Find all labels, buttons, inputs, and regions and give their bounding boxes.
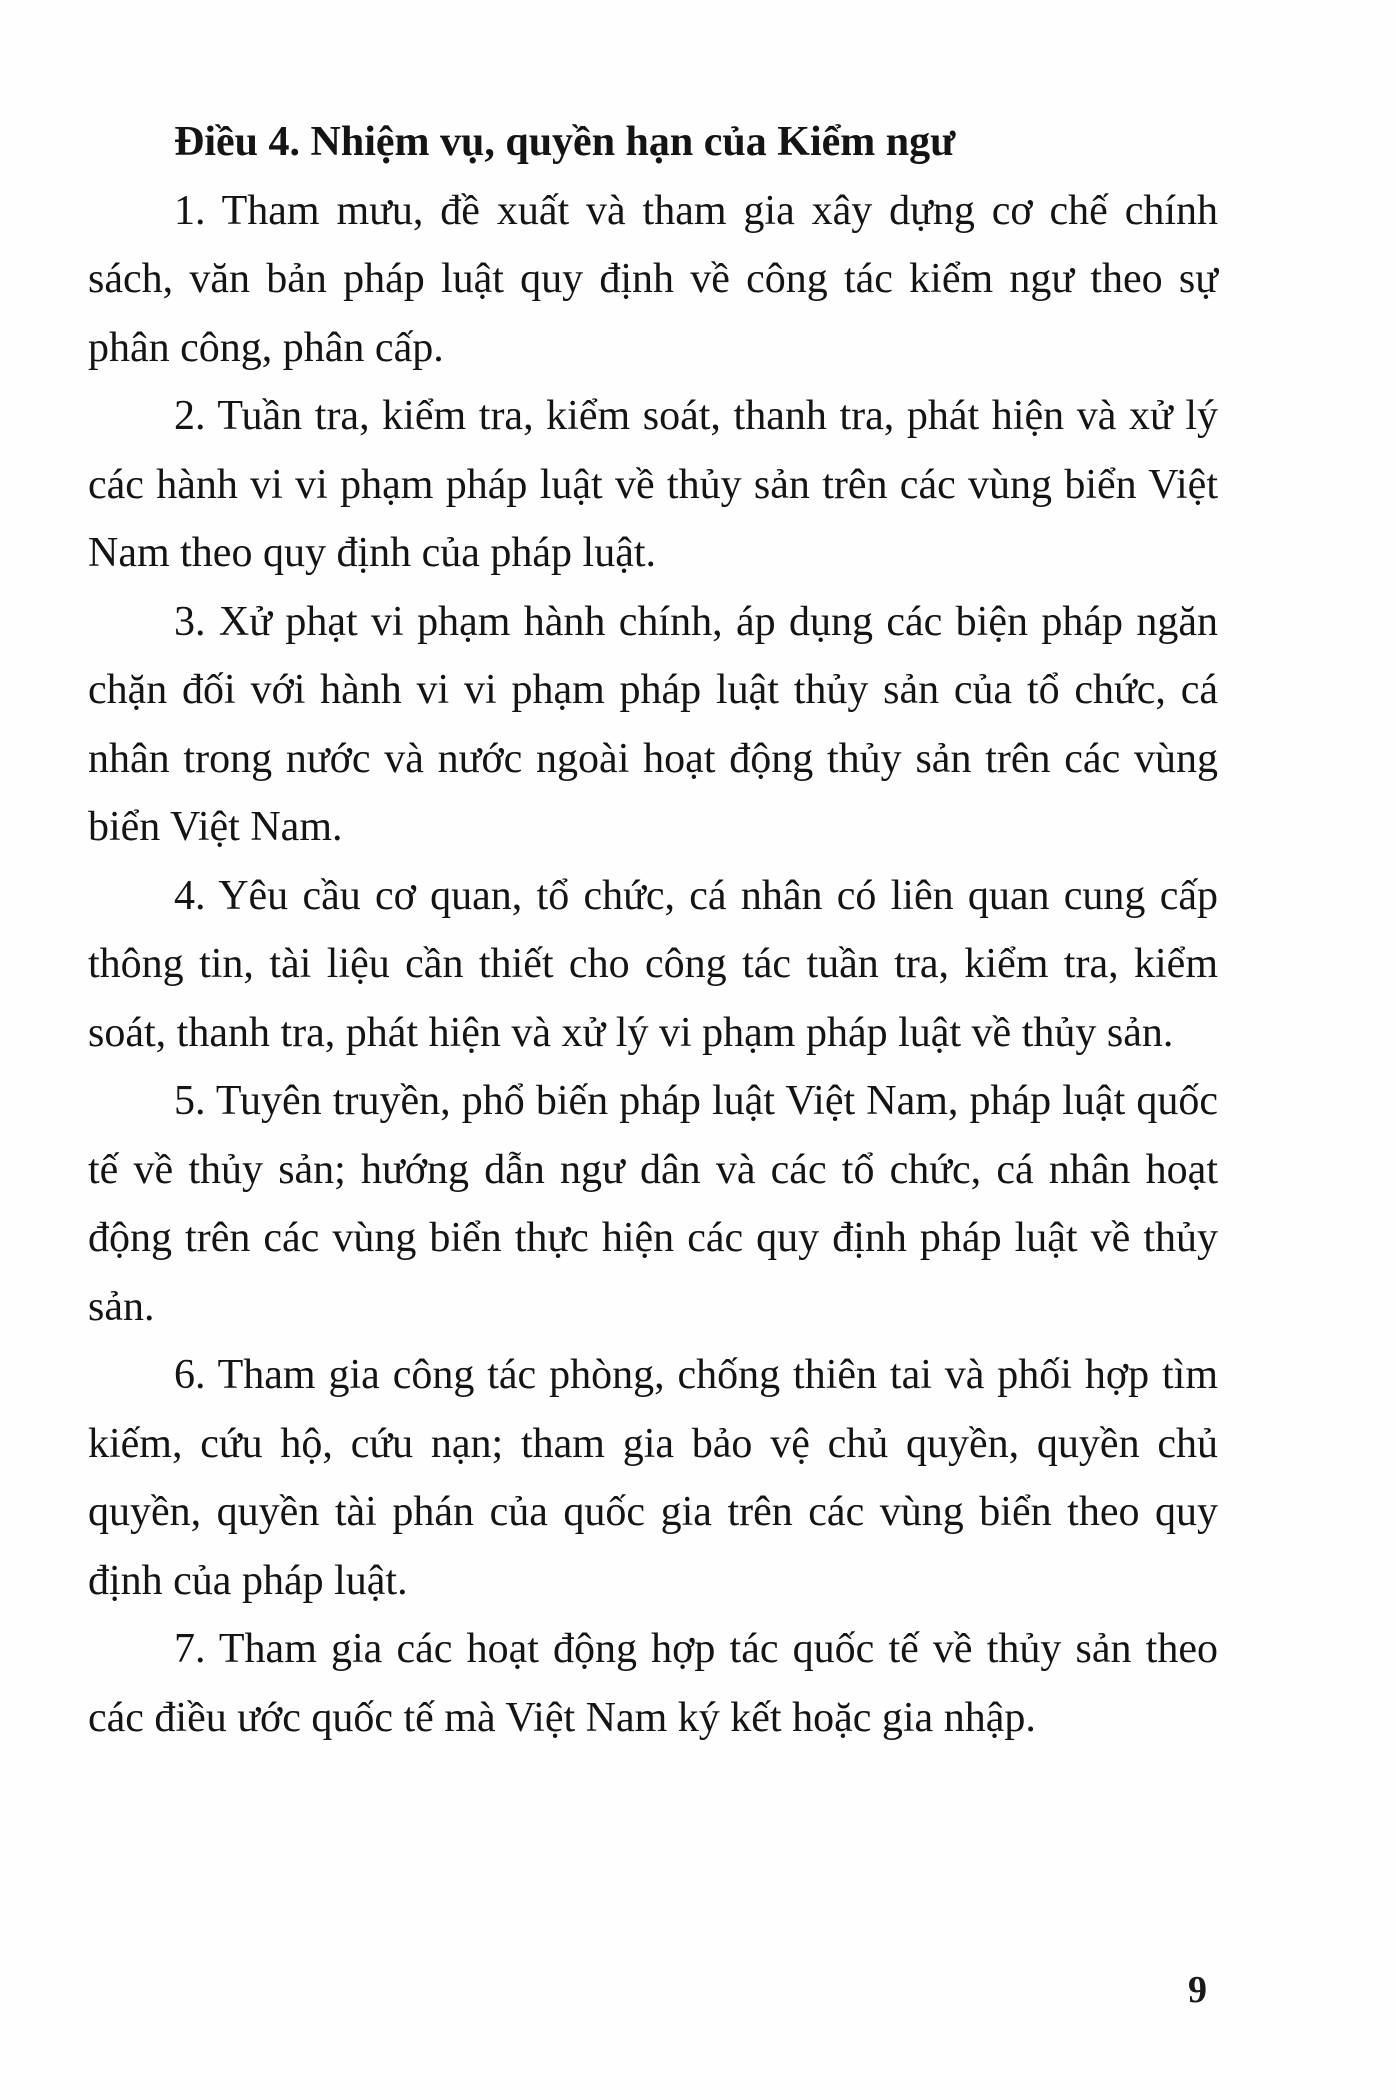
paragraph-3: 3. Xử phạt vi phạm hành chính, áp dụng các biện pháp ngăn chặn đối với hành vi vi phạm pháp luật thủy sản của tổ chức, cá nhân trong nước và nước ngoài hoạt động thủy sản trên các vùng biển Việt Nam.	[88, 598, 1218, 850]
article-body	[88, 108, 1218, 1752]
article-heading: Điều 4. Nhiệm vụ, quyền hạn của Kiểm ngư	[174, 119, 956, 165]
paragraph-2: 2. Tuần tra, kiểm tra, kiểm soát, thanh tra, phát hiện và xử lý các hành vi vi phạm pháp luật về thủy sản trên các vùng biển Việt Nam theo quy định của pháp luật.	[88, 393, 1218, 576]
paragraph-4: 4. Yêu cầu cơ quan, tổ chức, cá nhân có liên quan cung cấp thông tin, tài liệu cần thiết cho công tác tuần tra, kiểm tra, kiểm soát, thanh tra, phát hiện và xử lý vi phạm pháp luật về thủy sản.	[88, 872, 1218, 1056]
paragraph-5: 5. Tuyên truyền, phổ biến pháp luật Việt Nam, pháp luật quốc tế về thủy sản; hướng dẫn ngư dân và các tổ chức, cá nhân hoạt động trên các vùng biển thực hiện các quy định pháp luật về thủy sản.	[88, 1078, 1218, 1330]
paragraph-6: 6. Tham gia công tác phòng, chống thiên tai và phối hợp tìm kiếm, cứu hộ, cứu nạn; tham gia bảo vệ chủ quyền, quyền chủ quyền, quyền tài phán của quốc gia trên các vùng biển theo quy định của pháp luật.	[88, 1352, 1218, 1604]
paragraph-1: 1. Tham mưu, đề xuất và tham gia xây dựng cơ chế chính sách, văn bản pháp luật quy định về công tác kiểm ngư theo sự phân công, phân cấp.	[88, 187, 1218, 371]
paragraph-7: 7. Tham gia các hoạt động hợp tác quốc tế về thủy sản theo các điều ước quốc tế mà Việt Nam ký kết hoặc gia nhập.	[88, 1626, 1218, 1741]
page-number: 9	[1188, 1969, 1207, 2011]
